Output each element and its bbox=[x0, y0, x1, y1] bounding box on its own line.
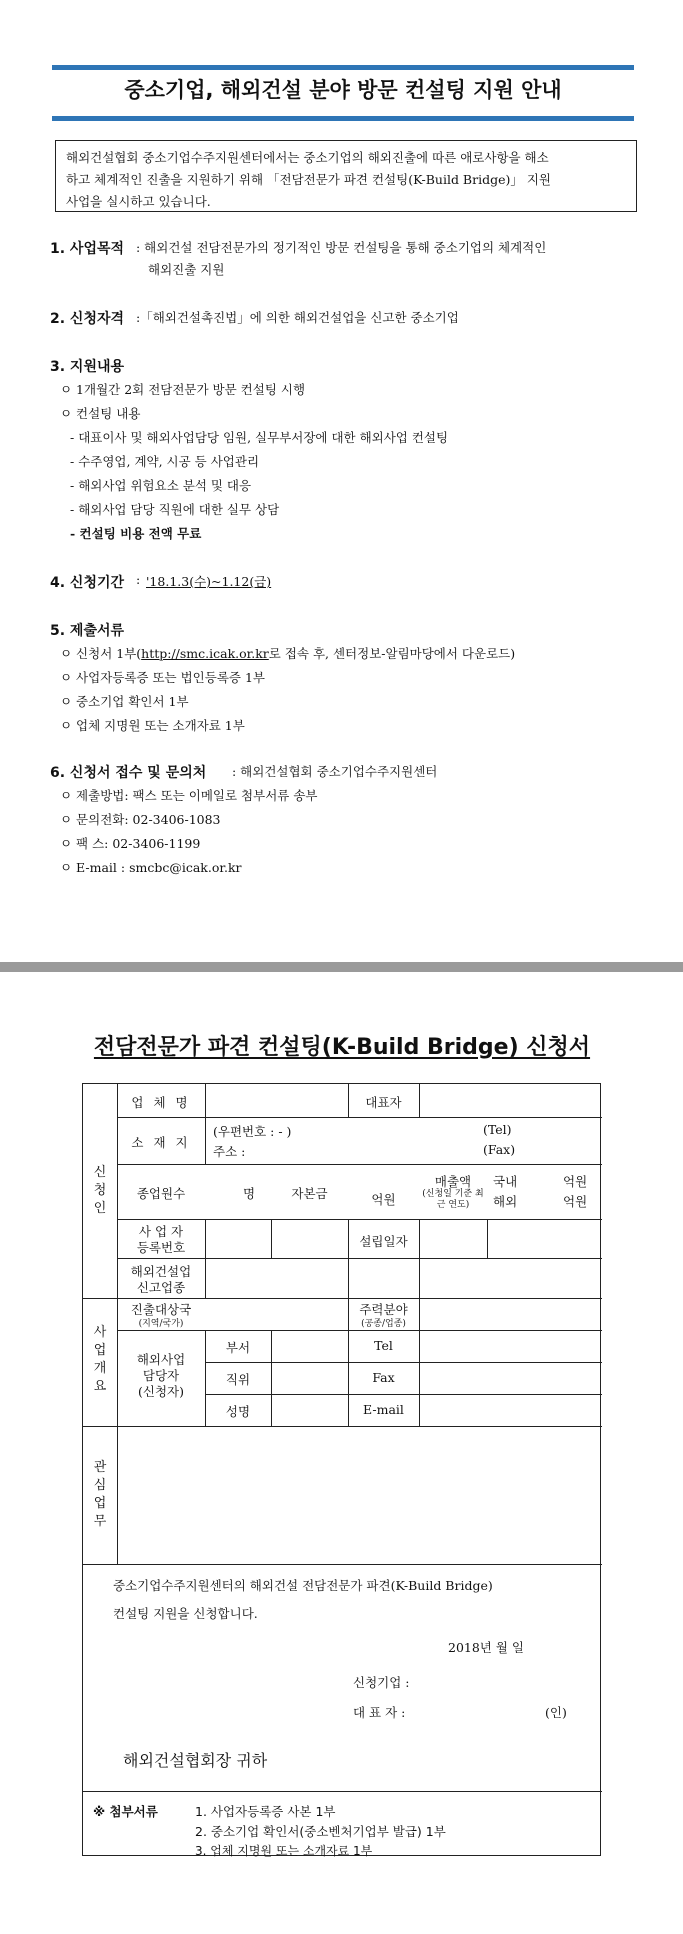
bottom-rule bbox=[52, 116, 634, 121]
list-item: ㅇ 팩 스: 02-3406-1199 bbox=[60, 836, 201, 851]
section-1-label: 1. 사업목적 bbox=[50, 241, 125, 257]
row-line bbox=[83, 1564, 602, 1565]
position-label: 직위 bbox=[225, 1372, 251, 1387]
fax-paren-label: (Fax) bbox=[483, 1142, 516, 1157]
group-interest-label: 관심업무 bbox=[93, 1460, 107, 1529]
date-line: 2018년 월 일 bbox=[448, 1640, 524, 1655]
capital-unit: 억원 bbox=[371, 1192, 396, 1207]
intro-line: 사업을 실시하고 있습니다. bbox=[66, 194, 211, 209]
row-line bbox=[205, 1394, 602, 1395]
domestic-label: 국내 bbox=[493, 1174, 518, 1189]
target-country-label: 진출대상국 bbox=[130, 1302, 192, 1317]
section-2-label: 2. 신청자격 bbox=[50, 311, 125, 327]
top-rule bbox=[52, 65, 634, 70]
section-2-text: :「해외건설촉진법」에 의한 해외건설업을 신고한 중소기업 bbox=[136, 310, 459, 325]
sales-label: 매출액 bbox=[434, 1174, 472, 1189]
section-1-text: : 해외건설 전담전문가의 정기적인 방문 컨설팅을 통해 중소기업의 체계적인 bbox=[136, 240, 547, 255]
section-4-text: '18.1.3(수)~1.12(금) bbox=[146, 574, 272, 589]
overseas-reg-label: 해외건설업 신고업종 bbox=[130, 1264, 192, 1295]
capital-label: 자본금 bbox=[291, 1186, 328, 1201]
row-line bbox=[117, 1330, 602, 1331]
main-field-note: (공종/업종) bbox=[361, 1319, 406, 1329]
row-line bbox=[83, 1426, 602, 1427]
col-line bbox=[419, 1298, 420, 1330]
list-item: ㅇ 사업자등록증 또는 법인등록증 1부 bbox=[60, 670, 265, 685]
section-4-label: 4. 신청기간 bbox=[50, 575, 125, 591]
intro-line: 하고 체계적인 진출을 지원하기 위해 「전담전문가 파견 컨설팅(K-Build Bridge)」 지원 bbox=[66, 172, 551, 187]
col-line bbox=[348, 1258, 349, 1298]
list-item: ㅇ 중소기업 확인서 1부 bbox=[60, 694, 189, 709]
dept-label: 부서 bbox=[225, 1340, 251, 1355]
page-separator bbox=[0, 962, 683, 972]
section-3-label: 3. 지원내용 bbox=[50, 359, 125, 375]
col-line bbox=[419, 1084, 420, 1117]
list-item: - 대표이사 및 해외사업담당 임원, 실무부서장에 대한 해외사업 컨설팅 bbox=[70, 430, 449, 445]
list-item: - 해외사업 위험요소 분석 및 대응 bbox=[70, 478, 252, 493]
intro-line: 해외건설협회 중소기업수주지원센터에서는 중소기업의 해외진출에 따른 애로사항을 해소 bbox=[66, 150, 549, 165]
section-1-text2: 해외진출 지원 bbox=[148, 262, 225, 277]
address-label: 주소 : bbox=[213, 1144, 246, 1159]
row-line bbox=[83, 1298, 602, 1299]
attachment-item: 3. 업체 지명원 또는 소개자료 1부 bbox=[195, 1844, 373, 1858]
addressee: 해외건설협회장 귀하 bbox=[123, 1751, 268, 1770]
group-business-label: 사업개요 bbox=[93, 1325, 107, 1394]
tel-label: Tel bbox=[374, 1338, 393, 1353]
list-item-post: 로 접속 후, 센터정보-알림마당에서 다운로드) bbox=[268, 646, 516, 661]
ceo-label: 대표자 bbox=[365, 1095, 402, 1110]
application-form bbox=[82, 1083, 601, 1856]
attachment-item: 1. 사업자등록증 사본 1부 bbox=[195, 1804, 336, 1819]
col-line bbox=[419, 1219, 420, 1259]
row-line bbox=[117, 1164, 602, 1165]
email-label: E-mail bbox=[363, 1402, 404, 1417]
fax-label: Fax bbox=[372, 1370, 395, 1385]
section-5-label: 5. 제출서류 bbox=[50, 623, 125, 639]
col-line bbox=[271, 1330, 272, 1426]
rep-label: 대 표 자 : bbox=[353, 1705, 406, 1720]
col-line bbox=[205, 1258, 206, 1298]
founded-label: 설립일자 bbox=[359, 1234, 408, 1249]
col-line bbox=[419, 1330, 420, 1426]
list-item bbox=[60, 644, 515, 662]
company-name-label: 업 체 명 bbox=[131, 1095, 191, 1110]
location-label: 소 재 지 bbox=[131, 1135, 191, 1150]
col-line bbox=[205, 1219, 206, 1259]
notice-page bbox=[0, 0, 683, 962]
list-item: - 수주영업, 계약, 시공 등 사업관리 bbox=[70, 454, 260, 469]
statement-line: 중소기업수주지원센터의 해외건설 전담전문가 파견(K-Build Bridge) bbox=[113, 1578, 493, 1593]
list-item: ㅇ 1개월간 2회 전담전문가 방문 컨설팅 시행 bbox=[60, 382, 306, 397]
overseas-label: 해외 bbox=[493, 1194, 518, 1209]
name-label: 성명 bbox=[225, 1404, 251, 1419]
email-line: ㅇ E-mail : smcbc@icak.or.kr bbox=[60, 860, 242, 875]
download-link[interactable]: http://smc.icak.or.kr bbox=[141, 646, 269, 661]
sales-note: (신청일 기준 최근 연도) bbox=[422, 1189, 484, 1210]
row-line bbox=[205, 1362, 602, 1363]
row-line bbox=[117, 1219, 602, 1220]
row-line bbox=[117, 1258, 602, 1259]
list-item: - 해외사업 담당 직원에 대한 실무 상담 bbox=[70, 502, 280, 517]
applicant-company-label: 신청기업 : bbox=[353, 1675, 410, 1690]
col-line bbox=[205, 1084, 206, 1164]
col-line bbox=[487, 1219, 488, 1259]
form-title: 전담전문가 파견 컨설팅(K-Build Bridge) 신청서 bbox=[93, 1035, 591, 1060]
group-applicant-label: 신청인 bbox=[93, 1165, 107, 1216]
intro-box bbox=[55, 140, 637, 212]
overseas-unit: 억원 bbox=[563, 1194, 588, 1209]
target-country-note: (지역/국가) bbox=[138, 1319, 184, 1329]
biz-reg-label: 사 업 자 등록번호 bbox=[136, 1224, 186, 1255]
list-item: ㅇ 컨설팅 내용 bbox=[60, 406, 141, 421]
section-4-colon: : bbox=[136, 572, 141, 587]
list-item: - 컨설팅 비용 전액 무료 bbox=[70, 526, 202, 541]
list-item-pre: ㅇ 신청서 1부( bbox=[60, 646, 142, 661]
attachments-label: ※ 첨부서류 bbox=[93, 1804, 158, 1819]
section-6-label: 6. 신청서 접수 및 문의처 bbox=[50, 765, 207, 781]
postcode-label: (우편번호 : - ) bbox=[213, 1124, 292, 1139]
domestic-unit: 억원 bbox=[563, 1174, 588, 1189]
col-line bbox=[419, 1258, 420, 1298]
list-item: ㅇ 업체 지명원 또는 소개자료 1부 bbox=[60, 718, 245, 733]
row-line bbox=[83, 1791, 602, 1792]
seal-label: (인) bbox=[545, 1705, 567, 1720]
notice-title: 중소기업, 해외건설 분야 방문 컨설팅 지원 안내 bbox=[124, 78, 562, 102]
attachment-item: 2. 중소기업 확인서(중소벤처기업부 발급) 1부 bbox=[195, 1824, 446, 1839]
row-line bbox=[117, 1117, 602, 1118]
person-unit: 명 bbox=[243, 1186, 256, 1201]
col-line bbox=[271, 1219, 272, 1259]
main-field-label: 주력분야 bbox=[359, 1302, 408, 1317]
tel-paren-label: (Tel) bbox=[483, 1122, 512, 1137]
list-item: ㅇ 문의전화: 02-3406-1083 bbox=[60, 812, 221, 827]
statement-line: 컨설팅 지원을 신청합니다. bbox=[113, 1606, 258, 1621]
section-6-text: : 해외건설협회 중소기업수주지원센터 bbox=[232, 764, 438, 779]
list-item: ㅇ 제출방법: 팩스 또는 이메일로 첨부서류 송부 bbox=[60, 788, 318, 803]
contact-person-label: 해외사업 담당자 (신청자) bbox=[136, 1352, 186, 1399]
employees-label: 종업원수 bbox=[136, 1186, 186, 1201]
